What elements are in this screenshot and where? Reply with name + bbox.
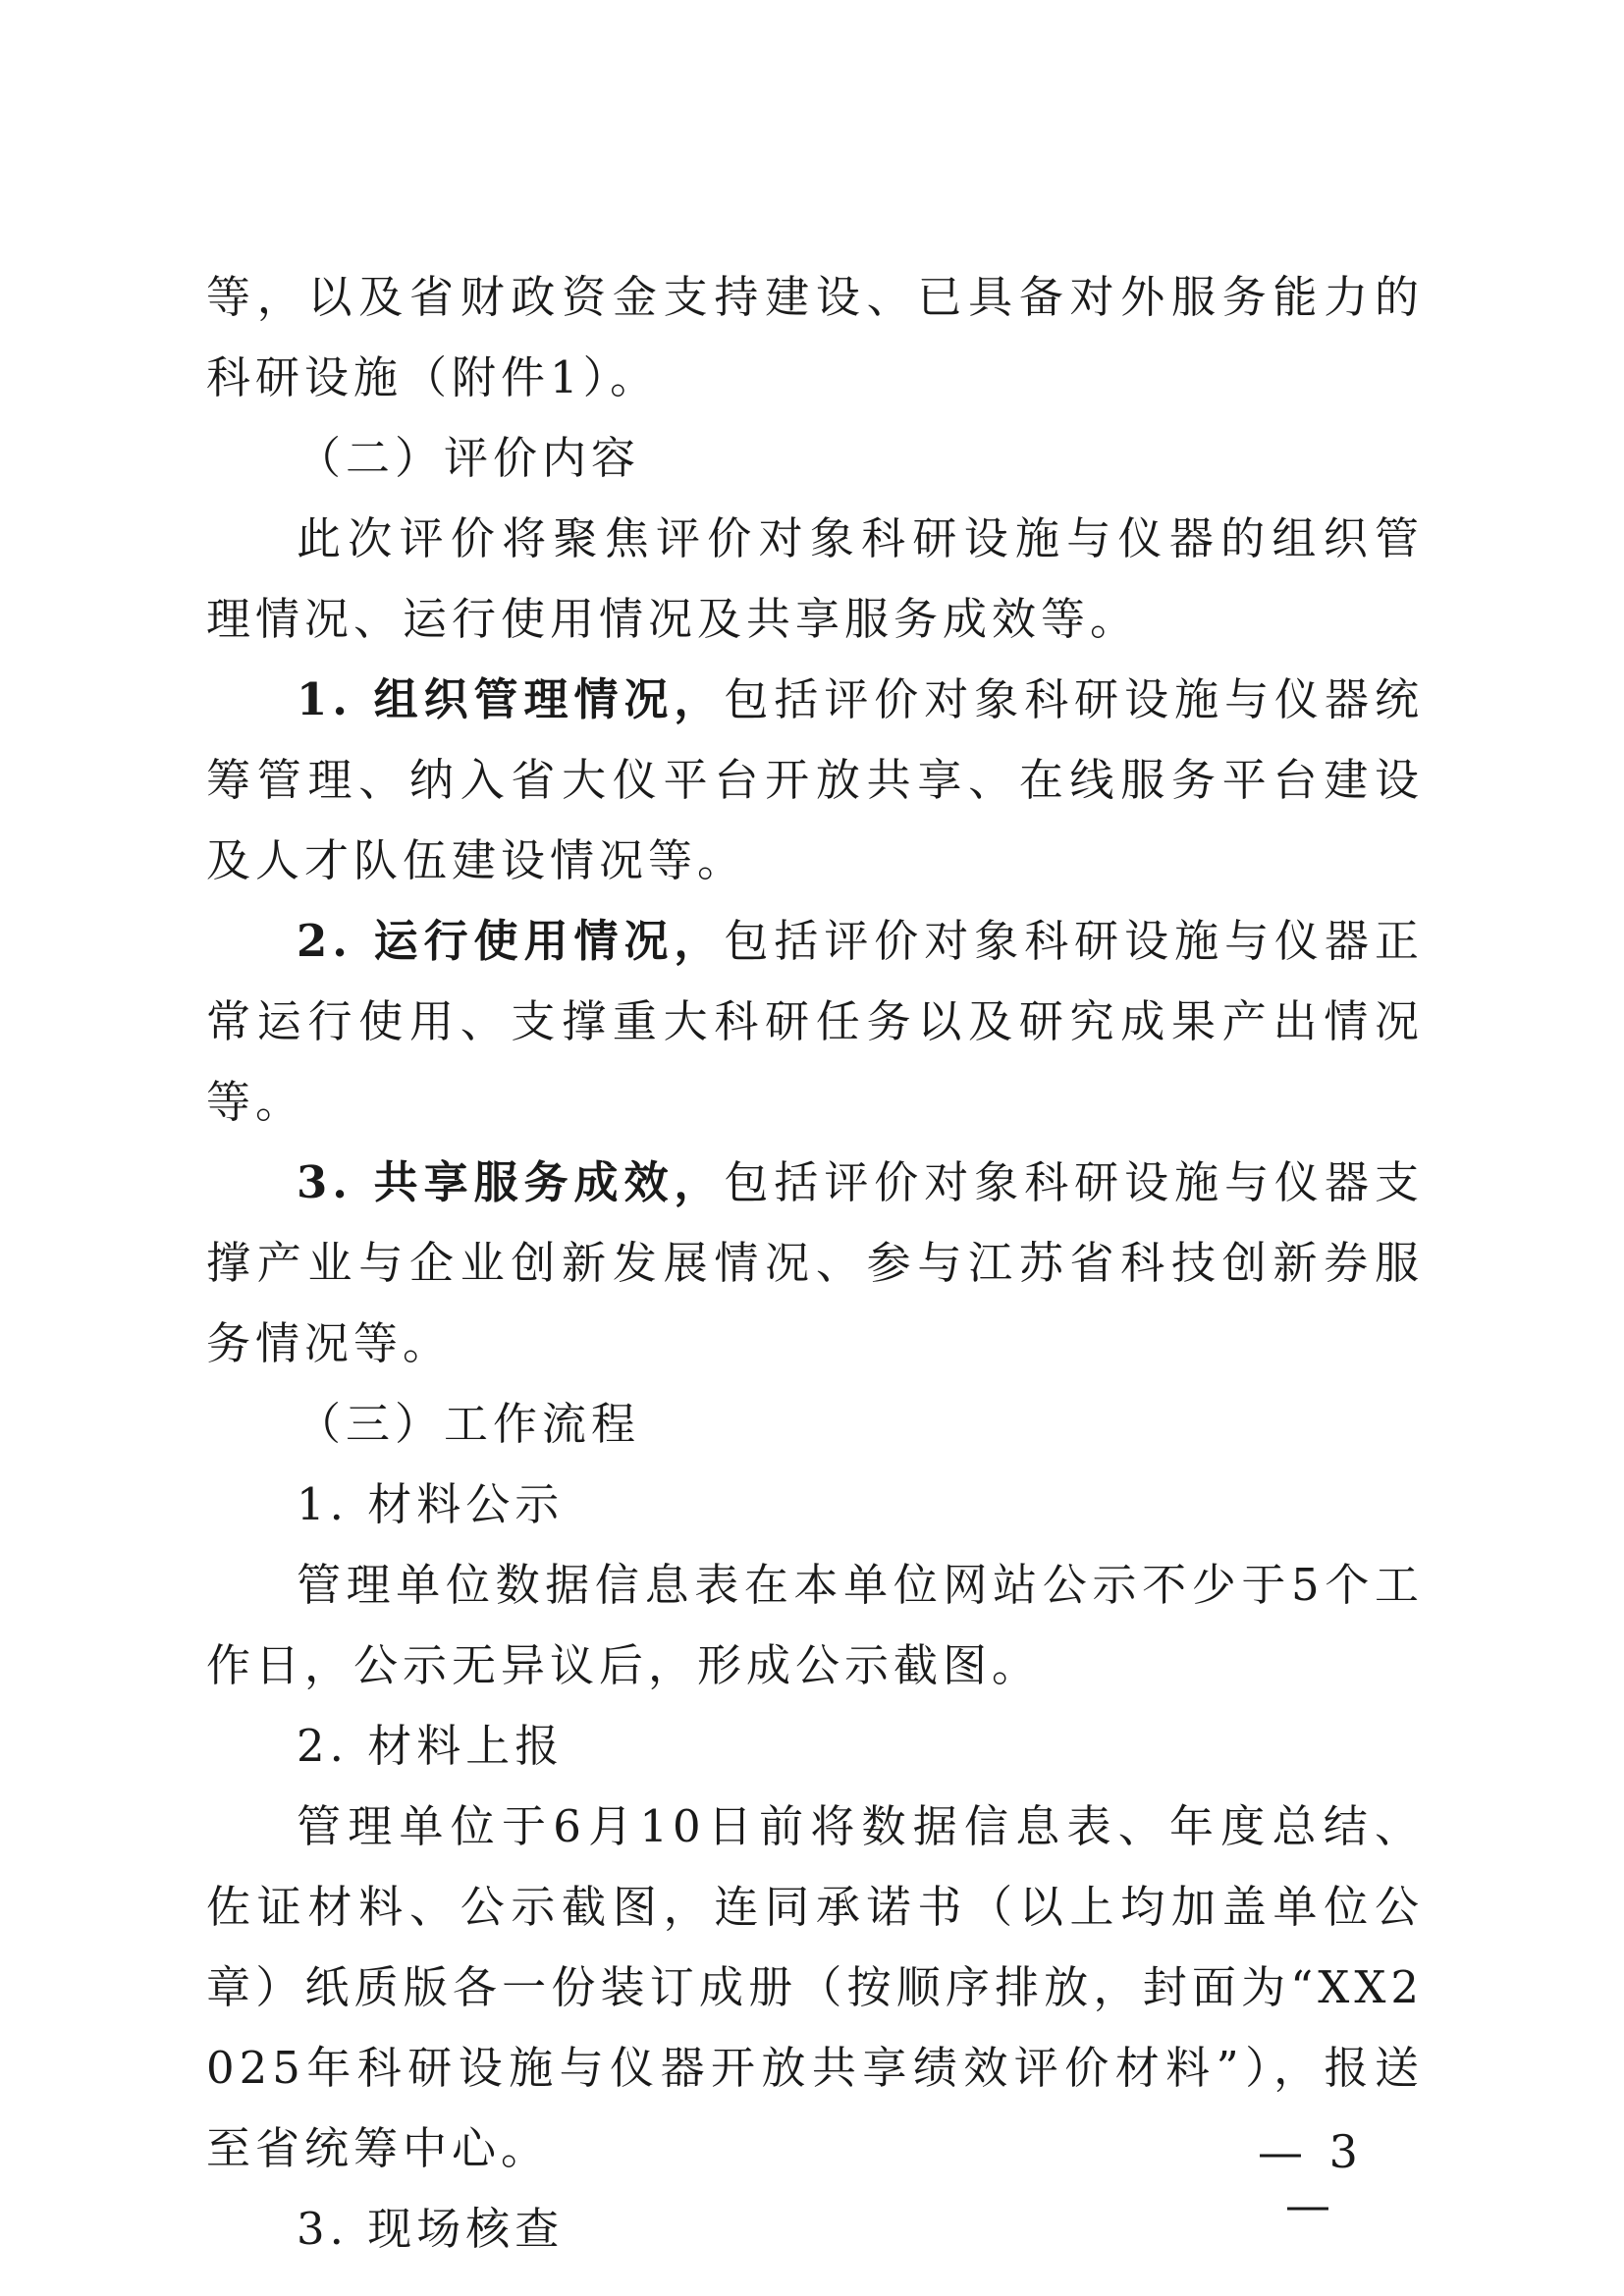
heading-text: 2. 材料上报 xyxy=(297,1720,565,1772)
subheading-material-submission xyxy=(206,1706,1424,1787)
paragraph-text: 管理单位数据信息表在本单位网站公示不少于5个工作日，公示无异议后，形成公示截图。 xyxy=(206,1559,1424,1691)
paragraph-text: 等，以及省财政资金支持建设、已具备对外服务能力的科研设施（附件1）。 xyxy=(206,271,1424,403)
paragraph-text: 包括评价对象科研设施与仪器正常运行使用、支撑重大科研任务以及研究成果产出情况等。 xyxy=(206,915,1424,1128)
document-body xyxy=(206,257,1424,2269)
paragraph-text: 管理单位于6月10日前将数据信息表、年度总结、佐证材料、公示截图，连同承诺书（以上均加盖单位公章）纸质版各一份装订成册（按顺序排放，封面为“XX2025年科研设施与仪器开放共享绩效评价材料”），报送至省统筹中心。 xyxy=(206,1800,1424,2174)
paragraph-lead: 3. 共享服务成效， xyxy=(297,1156,725,1208)
heading-text: （二）评价内容 xyxy=(297,432,641,484)
paragraph-text: 包括评价对象科研设施与仪器统筹管理、纳入省大仪平台开放共享、在线服务平台建设及人才队伍建设情况等。 xyxy=(206,673,1424,886)
paragraph-evaluation-focus xyxy=(206,499,1424,660)
heading-text: 1. 材料公示 xyxy=(297,1478,565,1530)
paragraph-sharing-effectiveness xyxy=(206,1143,1424,1384)
paragraph-lead: 1. 组织管理情况， xyxy=(297,673,725,725)
page-number: — 3 — xyxy=(1258,2125,1364,2231)
heading-text: （三）工作流程 xyxy=(297,1398,641,1450)
paragraph-scope-continuation xyxy=(206,257,1424,418)
section-heading-workflow xyxy=(206,1384,1424,1465)
paragraph-text: 包括评价对象科研设施与仪器支撑产业与企业创新发展情况、参与江苏省科技创新券服务情况等。 xyxy=(206,1156,1424,1369)
paragraph-organization-management xyxy=(206,660,1424,901)
section-heading-evaluation-content xyxy=(206,418,1424,499)
paragraph-publicity-details xyxy=(206,1545,1424,1706)
paragraph-text: 此次评价将聚焦评价对象科研设施与仪器的组织管理情况、运行使用情况及共享服务成效等。 xyxy=(206,512,1424,645)
subheading-material-publicity xyxy=(206,1465,1424,1545)
paragraph-operation-usage xyxy=(206,901,1424,1143)
heading-text: 3. 现场核查 xyxy=(297,2203,565,2255)
paragraph-lead: 2. 运行使用情况， xyxy=(297,915,725,967)
